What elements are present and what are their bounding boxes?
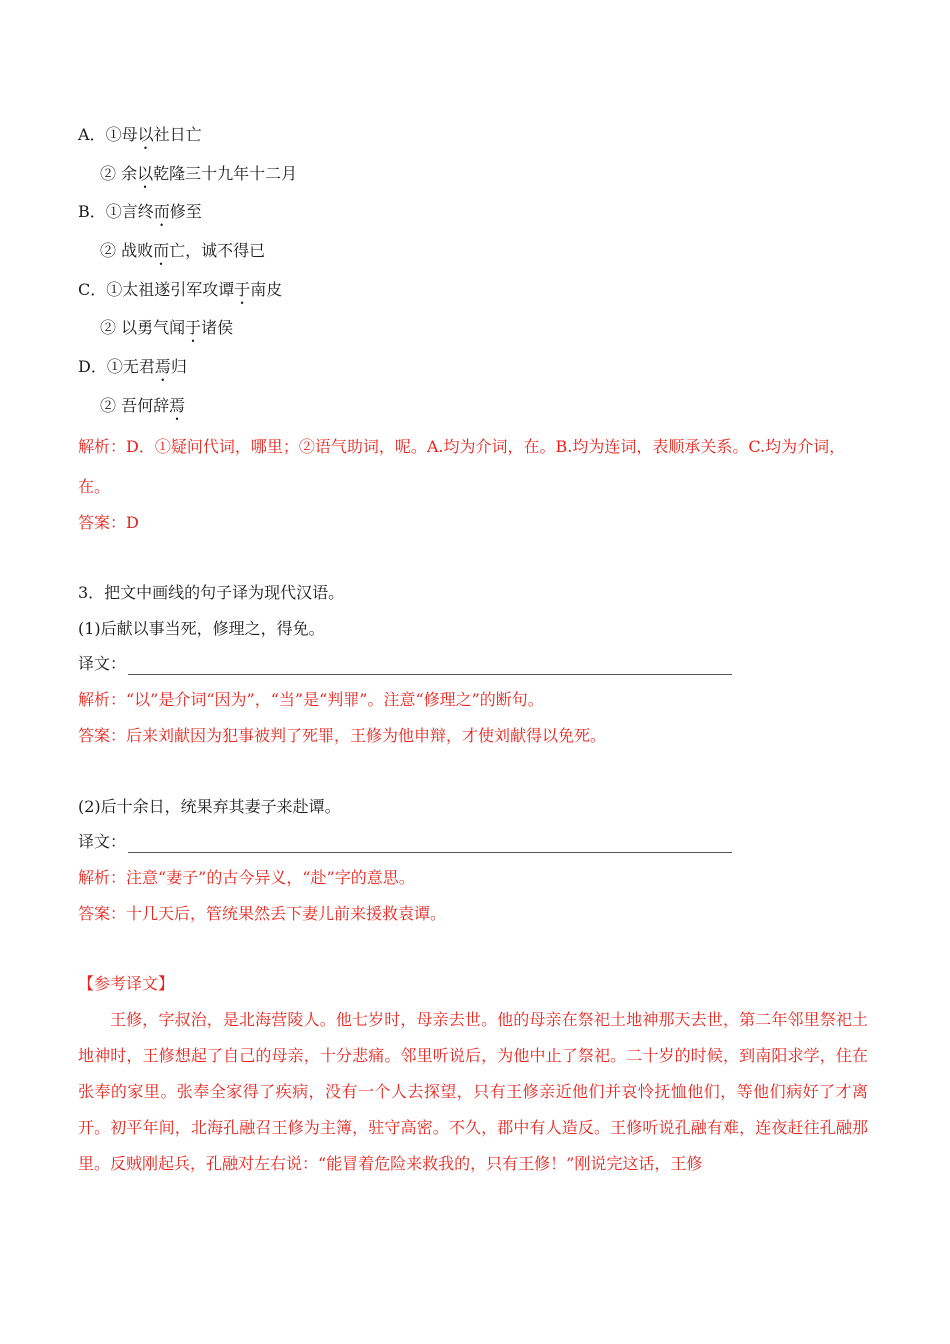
translation-blank[interactable] xyxy=(128,656,732,675)
emphasized-char: 以 xyxy=(137,125,154,144)
option-c-line2: ② 以勇气闻于诸侯 xyxy=(100,318,234,337)
option-a-label: A． xyxy=(78,125,106,144)
option-c-line1: C．①太祖遂引军攻谭于南皮 xyxy=(78,280,283,299)
option-a-line2: ② 余以乾隆三十九年十二月 xyxy=(100,164,298,183)
q3-sub1-analysis: 解析：“以”是介词“因为”，“当”是“判罪”。注意“修理之”的断句。 xyxy=(78,690,544,709)
emphasized-char: 焉 xyxy=(154,357,171,376)
option-c-label: C． xyxy=(78,280,107,299)
q3-title: 3．把文中画线的句子译为现代汉语。 xyxy=(78,583,345,602)
q3-sub2-question: (2)后十余日，统果弃其妻子来赴谭。 xyxy=(78,797,341,816)
option-a-line1: A．①母以社日亡 xyxy=(78,125,202,144)
emphasized-char: 以 xyxy=(137,164,154,183)
option-b-label: B． xyxy=(78,202,106,221)
q3-sub2-translation xyxy=(78,831,732,853)
reference-body: 王修，字叔治，是北海营陵人。他七岁时，母亲去世。他的母亲在祭祀土地神那天去世，第二年邻里祭祀土地神时，王修想起了自己的母亲，十分悲痛。邻里听说后，为他中止了祭祀。二十岁的时候，到南阳求学，住在张奉的家里。张奉全家得了疾病，没有一个人去探望，只有王修亲近他们并哀怜抚恤他们，等他们病好了才离开。初平年间，北海孔融召王修为主簿，驻守高密。不久，郡中有人造反。王修听说孔融有难，连夜赶往孔融那里。反贼刚起兵，孔融对左右说：“能冒着危险来救我的，只有王修！”刚说完这话，王修 xyxy=(78,1010,868,1173)
q3-sub2-answer: 答案：十几天后，管统果然丢下妻儿前来援救袁谭。 xyxy=(78,904,447,923)
q3-sub1-question: (1)后献以事当死，修理之，得免。 xyxy=(78,619,325,638)
translation-label: 译文： xyxy=(78,832,127,851)
option-b-line2: ② 战败而亡，诚不得已 xyxy=(100,241,266,260)
option-b-line1: B．①言终而修至 xyxy=(78,202,202,221)
q2-analysis-line2: 在。 xyxy=(78,477,111,496)
emphasized-char: 焉 xyxy=(169,396,186,415)
q2-analysis-line1: 解析：D．①疑问代词，哪里；②语气助词，呢。A.均为介词，在。B.均为连词，表顺承关系。C.均为介词， xyxy=(78,437,846,456)
q2-answer: 答案：D xyxy=(78,513,139,532)
emphasized-char: 而 xyxy=(153,202,170,221)
q3-sub1-translation xyxy=(78,653,732,675)
translation-label: 译文： xyxy=(78,654,127,673)
translation-blank[interactable] xyxy=(128,834,732,853)
option-d-line2: ② 吾何辞焉 xyxy=(100,396,186,415)
emphasized-char: 于 xyxy=(185,318,202,337)
emphasized-char: 而 xyxy=(153,241,170,260)
q3-sub2-analysis: 解析：注意“妻子”的古今异义，“赴”字的意思。 xyxy=(78,868,415,887)
reference-heading: 【参考译文】 xyxy=(78,974,175,993)
option-d-label: D． xyxy=(78,357,107,376)
option-d-line1: D．①无君焉归 xyxy=(78,357,187,376)
emphasized-char: 于 xyxy=(234,280,251,299)
q3-sub1-answer: 答案：后来刘献因为犯事被判了死罪，王修为他申辩，才使刘献得以免死。 xyxy=(78,726,607,745)
